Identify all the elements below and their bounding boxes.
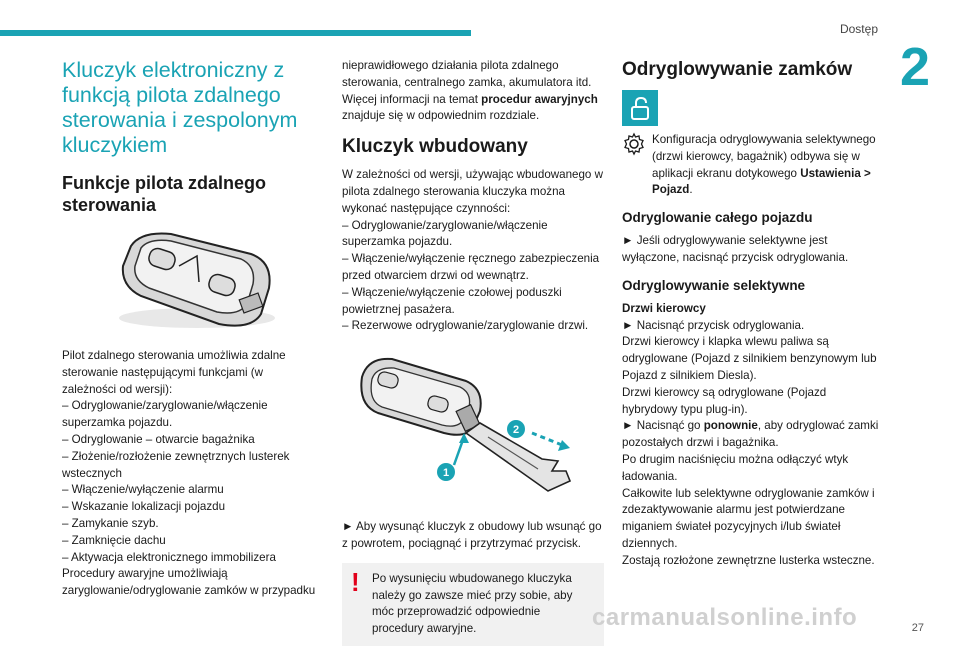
- warning-box: [342, 563, 604, 646]
- remote-intro: Pilot zdalnego sterowania umożliwia zdalne sterowanie następującymi funkcjami (w zależności od wersji):: [62, 349, 286, 396]
- list-item: – Włączenie/wyłączenie alarmu: [62, 483, 224, 497]
- full-unlock-text: ► Jeśli odryglowywanie selektywne jest wyłączone, nacisnąć przycisk odryglowania.: [622, 234, 849, 264]
- column-2: [342, 58, 604, 646]
- list-item: – Wskazanie lokalizacji pojazdu: [62, 500, 226, 514]
- callout-label-2: 2: [512, 424, 520, 437]
- list-item: – Odryglowanie/zaryglowanie/włączenie superzamka pojazdu.: [62, 399, 268, 430]
- emergency-procedures-link: procedur awaryjnych: [481, 92, 598, 106]
- watermark: carmanualsonline.info: [592, 604, 858, 631]
- key-extraction-illustration: [348, 341, 598, 509]
- unlock-icon: [622, 90, 658, 126]
- column-1: [62, 58, 320, 600]
- config-note: Konfiguracja odryglowywania selektywnego (drzwi kierowcy, bagażnik) odbywa się w aplikacji ekranu dotykowego Ustawienia > Pojazd.: [622, 132, 884, 199]
- integrated-key-intro: W zależności od wersji, używając wbudowanego w pilota zdalnego sterowania kluczyka można wykonać następujące czynności:: [342, 168, 603, 215]
- list-item: – Odryglowanie – otwarcie bagażnika: [62, 432, 255, 446]
- subheading-selective-unlock: Odryglowywanie selektywne: [622, 277, 806, 293]
- section-heading-integrated-key: Kluczyk wbudowany: [342, 136, 528, 158]
- emergency-note: Procedury awaryjne umożliwiają zaryglowanie/odryglowanie zamków w przypadku: [62, 567, 316, 598]
- callout-label-1: 1: [442, 467, 450, 480]
- page-number: 27: [911, 622, 924, 634]
- paragraph: Po drugim naciśnięciu można odłączyć wtyk ładowania.: [622, 452, 849, 483]
- settings-path: Ustawienia > Pojazd: [652, 166, 871, 197]
- section-title: Dostęp: [839, 22, 878, 36]
- header-accent-bar: [0, 30, 471, 36]
- list-item: – Złożenie/rozłożenie zewnętrznych lusterek wstecznych: [62, 449, 290, 480]
- list-item: – Włączenie/wyłączenie czołowej poduszki powietrznej pasażera.: [342, 285, 562, 316]
- page-title: Kluczyk elektroniczny z funkcją pilota zdalnego sterowania i zespolonym kluczykiem: [62, 58, 298, 157]
- list-item: – Włączenie/wyłączenie ręcznego zabezpieczenia przed otwarciem drzwi od wewnątrz.: [342, 252, 600, 282]
- driver-door-label: Drzwi kierowcy: [622, 301, 706, 315]
- section-heading-unlocking: Odryglowywanie zamków: [622, 59, 853, 80]
- list-item: – Zamknięcie dachu: [62, 533, 166, 547]
- list-item: – Aktywacja elektronicznego immobilizera: [62, 550, 276, 564]
- warning-icon: !: [351, 566, 360, 597]
- gear-icon: [622, 132, 652, 199]
- extraction-instruction: ► Aby wysunąć kluczyk z obudowy lub wsunąć go z powrotem, pociągnąć i przytrzymać przycisk.: [342, 520, 602, 550]
- list-item: – Odryglowanie/zaryglowanie/włączenie superzamka pojazdu.: [342, 218, 548, 249]
- paragraph: ► Nacisnąć przycisk odryglowania.: [622, 318, 805, 332]
- paragraph: Drzwi kierowcy są odryglowane (Pojazd hybrydowy typu plug-in).: [622, 385, 827, 416]
- paragraph: ► Nacisnąć go ponownie, aby odryglować zamki pozostałych drzwi i bagażnika.: [622, 419, 879, 450]
- paragraph: Całkowite lub selektywne odryglowanie zamków i zdezaktywowanie alarmu jest potwierdzane miganiem świateł pozycyjnych i/lub świateł dziennych.: [622, 486, 875, 550]
- continued-text: nieprawidłowego działania pilota zdalnego sterowania, centralnego zamka, akumulatora itd. Więcej informacji na temat procedur awaryjnych znajduje się w odpowiednim rozdziale.: [342, 59, 598, 123]
- column-3: [622, 58, 884, 570]
- paragraph: Drzwi kierowcy i klapka wlewu paliwa są odryglowane (Pojazd z silnikiem benzynowym lub Pojazd z silnikiem Diesla).: [622, 335, 877, 382]
- section-heading-remote: Funkcje pilota zdalnego sterowania: [62, 173, 267, 215]
- list-item: – Zamykanie szyb.: [62, 516, 159, 530]
- paragraph: Zostają rozłożone zewnętrzne lusterka wsteczne.: [622, 553, 875, 567]
- remote-key-illustration: [101, 226, 281, 334]
- subheading-full-unlock: Odryglowanie całego pojazdu: [622, 210, 813, 226]
- warning-text: Po wysunięciu wbudowanego kluczyka należy go zawsze mieć przy sobie, aby móc przeprowadzić odpowiednie procedury awaryjne.: [372, 571, 573, 636]
- chapter-number: 2: [900, 37, 931, 97]
- list-item: – Rezerwowe odryglowanie/zaryglowanie drzwi.: [342, 319, 589, 333]
